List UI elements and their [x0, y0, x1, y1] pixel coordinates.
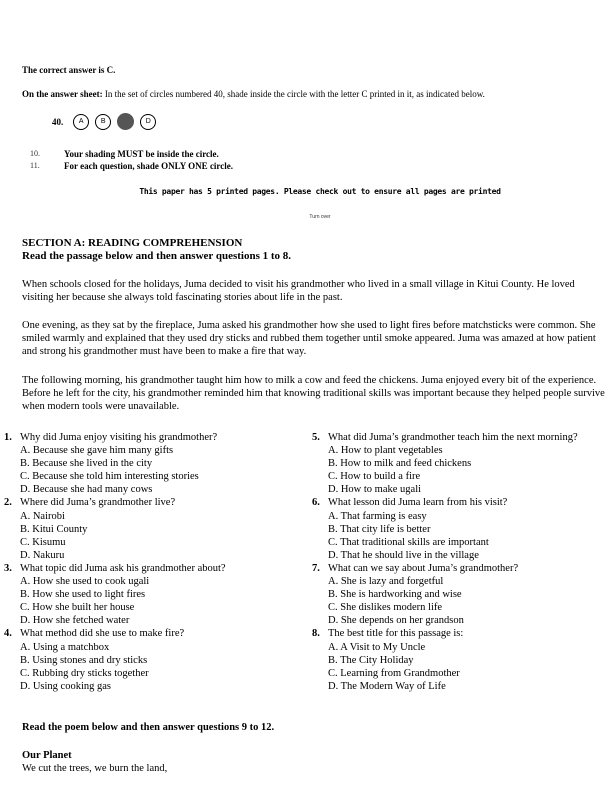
questions-column-right [312, 431, 597, 693]
answer-option[interactable]: D. Using cooking gas [20, 680, 111, 692]
question-text: What lesson did Juma learn from his visit? [328, 497, 508, 509]
answer-option[interactable]: A. Because she gave him many gifts [20, 445, 174, 457]
answer-option[interactable]: A. How she used to cook ugali [20, 576, 150, 588]
bubble-a[interactable]: A [73, 114, 89, 130]
question-text: What topic did Juma ask his grandmother about? [20, 562, 226, 574]
question-block [4, 562, 304, 627]
poem-title: Our Planet [22, 750, 72, 761]
bubble-c-shaded[interactable]: C [117, 113, 134, 130]
answer-option[interactable]: A. A Visit to My Uncle [328, 641, 426, 653]
question-text: What method did she use to make fire? [20, 628, 185, 640]
answer-option[interactable]: C. Rubbing dry sticks together [20, 667, 149, 679]
rule-number: 10. [30, 149, 40, 158]
questions-column-left [4, 431, 304, 693]
rule-item [30, 160, 233, 172]
question-number: 2. [4, 497, 12, 509]
rule-number: 11. [30, 161, 40, 170]
answer-option[interactable]: B. Using stones and dry sticks [20, 654, 148, 666]
example-bubbles [73, 113, 156, 130]
passage-paragraph: One evening, as they sat by the fireplace, Juma asked his grandmother how she used to light fires before matchsticks were common. She smiled warmly and explained that they used dry sticks and rubbed them together until smoke appeared. Juma was amazed at how patient and strong his grandmother must have been to make a fire that way. [22, 320, 596, 357]
answer-sheet-text: In the set of circles numbered 40, shade inside the circle with the letter C printed in it, as indicated below. [104, 89, 485, 99]
example-question-number: 40. [52, 116, 64, 127]
question-block [4, 496, 304, 561]
answer-option[interactable]: B. How she used to light fires [20, 589, 146, 601]
correct-answer-note: The correct answer is C. [22, 65, 116, 75]
answer-option[interactable]: B. That city life is better [328, 523, 431, 535]
poem-line: We cut the trees, we burn the land, [22, 763, 168, 774]
answer-option[interactable]: D. Nakuru [20, 549, 65, 561]
section-title: SECTION A: READING COMPREHENSION [22, 237, 243, 249]
poem-instruction: Read the poem below and then answer questions 9 to 12. [22, 722, 275, 733]
answer-option[interactable]: B. Because she lived in the city [20, 458, 153, 470]
question-number: 1. [4, 432, 12, 443]
rules-list [30, 148, 233, 172]
rule-text: Your shading MUST be inside the circle. [64, 149, 219, 159]
question-text: The best title for this passage is: [328, 628, 464, 640]
answer-option[interactable]: C. How she built her house [20, 602, 135, 614]
answer-option[interactable]: B. How to milk and feed chickens [328, 458, 472, 470]
answer-option[interactable]: C. Learning from Grandmother [328, 667, 460, 679]
answer-sheet-label: On the answer sheet: [22, 89, 103, 99]
rule-item [30, 148, 233, 160]
turn-over-note: Turn over [309, 214, 331, 220]
bubble-d[interactable]: D [140, 114, 156, 130]
answer-option[interactable]: C. How to build a fire [328, 471, 421, 483]
question-number: 4. [4, 628, 12, 640]
question-text: What did Juma’s grandmother teach him the next morning? [328, 432, 578, 443]
answer-option[interactable]: D. How to make ugali [328, 484, 422, 496]
answer-option[interactable]: B. Kitui County [20, 523, 88, 535]
answer-option[interactable]: A. How to plant vegetables [328, 445, 443, 457]
answer-option[interactable]: B. She is hardworking and wise [328, 589, 462, 601]
question-text: Why did Juma enjoy visiting his grandmother? [20, 432, 218, 443]
printed-pages-note: This paper has 5 printed pages. Please check out to ensure all pages are printed [139, 187, 501, 196]
answer-option[interactable]: B. The City Holiday [328, 654, 414, 666]
answer-option[interactable]: A. That farming is easy [328, 510, 427, 522]
section-instruction: Read the passage below and then answer questions 1 to 8. [22, 250, 292, 262]
answer-option[interactable]: D. She depends on her grandson [328, 615, 464, 627]
answer-option[interactable]: A. Using a matchbox [20, 641, 110, 653]
answer-option[interactable]: D. Because she had many cows [20, 484, 153, 496]
question-block [312, 496, 597, 561]
question-block [4, 431, 304, 496]
question-text: Where did Juma’s grandmother live? [20, 497, 176, 509]
answer-option[interactable]: D. How she fetched water [20, 615, 130, 627]
answer-option[interactable]: C. She dislikes modern life [328, 602, 443, 614]
bubble-b[interactable]: B [95, 114, 111, 130]
answer-option[interactable]: D. That he should live in the village [328, 549, 479, 561]
answer-option[interactable]: A. She is lazy and forgetful [328, 576, 444, 588]
question-block [4, 627, 304, 692]
answer-option[interactable]: C. That traditional skills are important [328, 536, 489, 548]
question-block [312, 431, 597, 496]
question-number: 7. [312, 562, 320, 574]
answer-option[interactable]: A. Nairobi [20, 510, 65, 522]
question-number: 5. [312, 432, 320, 443]
answer-option[interactable]: C. Kisumu [20, 536, 66, 548]
question-block [312, 627, 597, 692]
question-number: 6. [312, 497, 320, 509]
question-text: What can we say about Juma’s grandmother? [328, 562, 519, 574]
example-answer-row [52, 113, 156, 130]
question-block [312, 562, 597, 627]
answer-option[interactable]: C. Because she told him interesting stories [20, 471, 199, 483]
answer-sheet-instruction [22, 88, 602, 100]
passage-paragraph: The following morning, his grandmother taught him how to milk a cow and feed the chickens. Juma enjoyed every bit of the experience. Before he left for the city, his grandmother reminded him that knowing traditional skills was important because they helped people survive when modern tools were unavailable. [22, 375, 605, 412]
rule-text: For each question, shade ONLY ONE circle. [64, 161, 234, 171]
answer-option[interactable]: D. The Modern Way of Life [328, 680, 446, 692]
question-number: 3. [4, 562, 12, 574]
question-number: 8. [312, 628, 320, 640]
passage-paragraph: When schools closed for the holidays, Juma decided to visit his grandmother who lived in a small village in Kitui County. He loved visiting her because she always told fascinating stories about life in the past. [22, 279, 575, 303]
